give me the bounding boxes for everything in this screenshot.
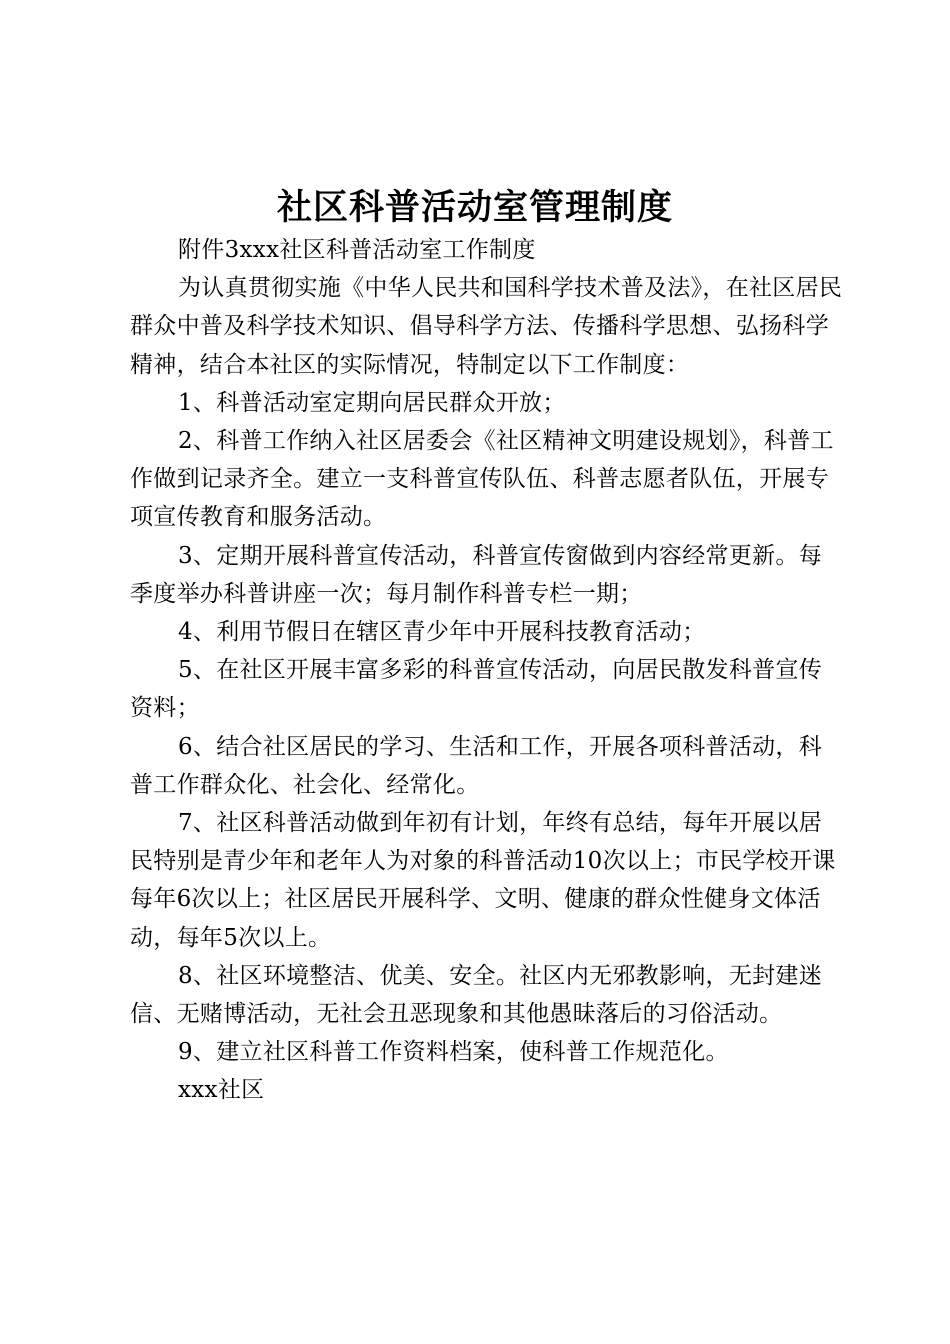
rule-item-5: 5、在社区开展丰富多彩的科普宣传活动，向居民散发科普宣传资料； [130,657,823,722]
rule-item-3: 3、定期开展科普宣传活动，科普宣传窗做到内容经常更新。每季度举办科普讲座一次；每月制作科普专栏一期； [130,542,823,607]
intro-paragraph: 为认真贯彻实施《中华人民共和国科学技术普及法》，在社区居民群众中普及科学技术知识、倡导科学方法、传播科学思想、弘扬科学精神，结合本社区的实际情况，特制定以下工作制度： [130,275,843,378]
rule-item-9: 9、建立社区科普工作资料档案，使科普工作规范化。 [178,1039,729,1066]
signature-line: xxx社区 [178,1077,265,1104]
rule-item-7: 7、社区科普活动做到年初有计划，年终有总结，每年开展以居民特别是青少年和老年人为对象的科普活动10次以上；市民学校开课每年6次以上；社区居民开展科学、文明、健康的群众性健身文体活动，每年5次以上。 [130,810,836,951]
rule-item-2: 2、科普工作纳入社区居委会《社区精神文明建设规划》，科普工作做到记录齐全。建立一支科普宣传队伍、科普志愿者队伍，开展专项宣传教育和服务活动。 [130,428,834,531]
document-title: 社区科普活动室管理制度 [276,188,673,228]
rule-item-1: 1、科普活动室定期向居民群众开放； [178,389,566,416]
rule-item-6: 6、结合社区居民的学习、生活和工作，开展各项科普活动，科普工作群众化、社会化、经常化。 [130,733,823,798]
rule-item-4: 4、利用节假日在辖区青少年中开展科技教育活动； [178,619,706,646]
attachment-heading: 附件3xxx社区科普活动室工作制度 [178,237,536,263]
rule-item-8: 8、社区环境整洁、优美、安全。社区内无邪教影响，无封建迷信、无赌博活动，无社会丑恶现象和其他愚昧落后的习俗活动。 [130,962,823,1028]
document-body [130,231,844,1110]
